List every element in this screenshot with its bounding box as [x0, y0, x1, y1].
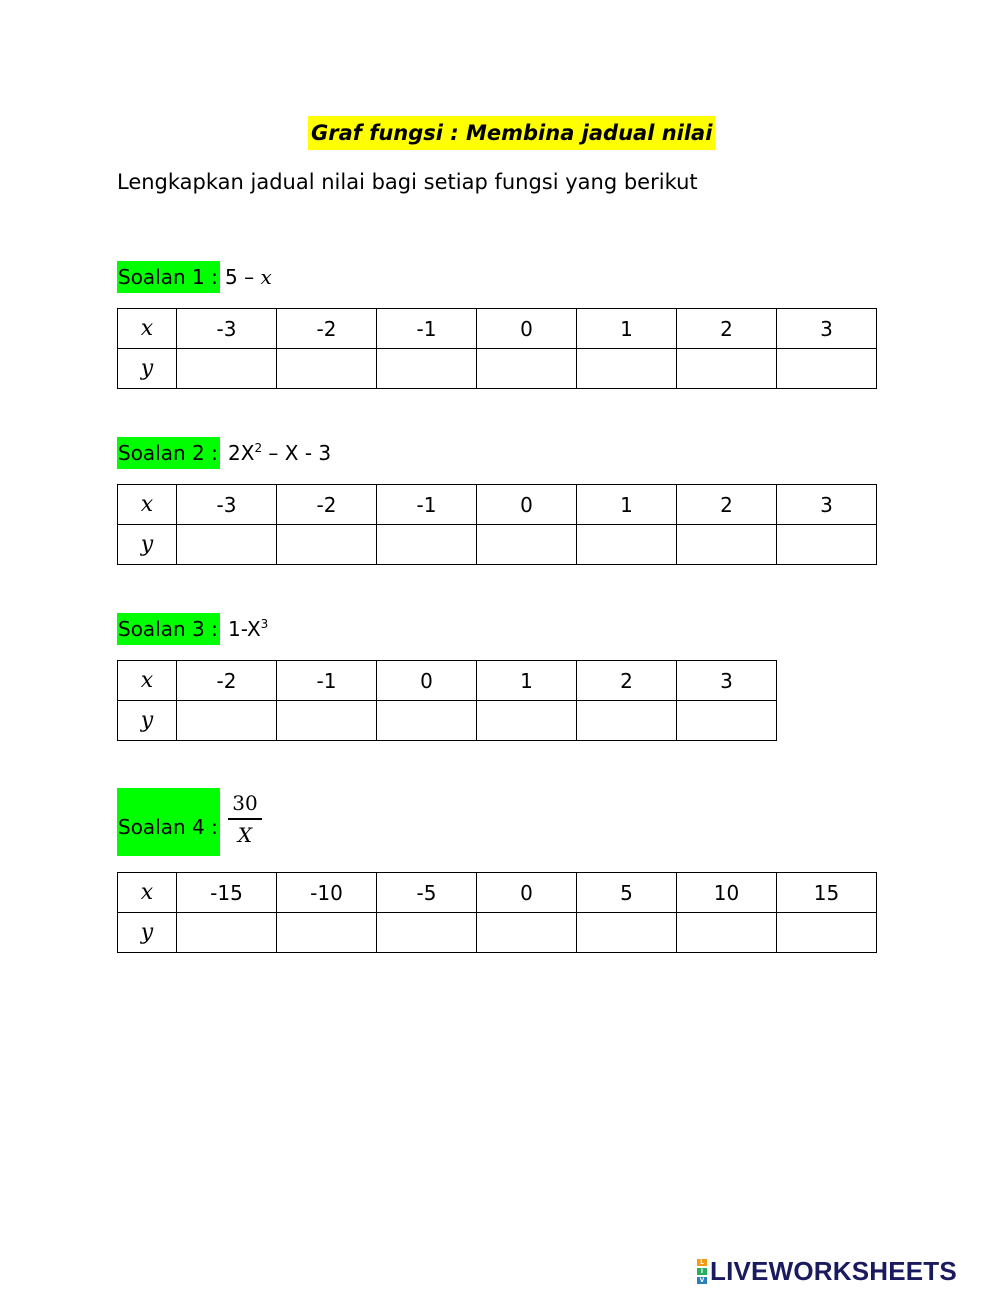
x-value: -15	[177, 873, 277, 913]
y-answer-cell[interactable]	[177, 913, 277, 953]
question-1-table	[117, 308, 877, 389]
question-2-table	[117, 484, 877, 565]
question-2-expression	[228, 437, 331, 469]
x-value: -1	[277, 661, 377, 701]
fraction-denominator: X	[237, 823, 253, 847]
page-title: Graf fungsi : Membina jadual nilai	[308, 116, 715, 150]
x-value: -2	[277, 309, 377, 349]
logo-mark-icon: L I V	[697, 1258, 707, 1285]
y-header: 𝑦	[118, 349, 177, 389]
question-2-label: Soalan 2 :	[117, 437, 220, 469]
x-value: -2	[177, 661, 277, 701]
y-answer-cell[interactable]	[277, 701, 377, 741]
question-1-expression-var: 𝑥	[260, 265, 272, 289]
question-4-table	[117, 872, 877, 953]
question-2-expression-b: – X - 3	[262, 441, 332, 465]
x-value: 1	[477, 661, 577, 701]
y-answer-cell[interactable]	[777, 349, 877, 389]
x-value: 2	[677, 485, 777, 525]
y-answer-cell[interactable]	[677, 701, 777, 741]
x-value: -2	[277, 485, 377, 525]
question-3-expression	[228, 613, 268, 645]
y-answer-cell[interactable]	[677, 349, 777, 389]
y-answer-cell[interactable]	[377, 525, 477, 565]
y-answer-cell[interactable]	[377, 701, 477, 741]
x-header: 𝑥	[118, 873, 177, 913]
y-answer-cell[interactable]	[277, 349, 377, 389]
y-answer-cell[interactable]	[377, 349, 477, 389]
question-3-table	[117, 660, 777, 741]
y-answer-cell[interactable]	[477, 525, 577, 565]
y-answer-cell[interactable]	[477, 913, 577, 953]
x-value: 1	[577, 485, 677, 525]
x-value: 0	[477, 309, 577, 349]
instruction-text: Lengkapkan jadual nilai bagi setiap fungsi yang berikut	[117, 170, 698, 194]
y-answer-cell[interactable]	[577, 349, 677, 389]
y-answer-cell[interactable]	[577, 525, 677, 565]
x-value: 2	[677, 309, 777, 349]
question-3-exponent: 3	[260, 617, 269, 631]
y-header: 𝑦	[118, 701, 177, 741]
y-answer-cell[interactable]	[277, 913, 377, 953]
y-answer-cell[interactable]	[777, 525, 877, 565]
y-answer-cell[interactable]	[477, 701, 577, 741]
logo-wordmark: LIVEWORKSHEETS	[710, 1255, 957, 1286]
y-answer-cell[interactable]	[577, 701, 677, 741]
x-value: -5	[377, 873, 477, 913]
x-value: -10	[277, 873, 377, 913]
x-value: 3	[677, 661, 777, 701]
x-header: 𝑥	[118, 485, 177, 525]
y-header: 𝑦	[118, 913, 177, 953]
x-value: 5	[577, 873, 677, 913]
question-2-expression-a: 2X	[228, 441, 255, 465]
x-row	[118, 661, 777, 701]
y-row	[118, 913, 877, 953]
x-value: 0	[477, 873, 577, 913]
y-answer-cell[interactable]	[777, 913, 877, 953]
x-value: 3	[777, 485, 877, 525]
y-answer-cell[interactable]	[177, 349, 277, 389]
y-row	[118, 525, 877, 565]
x-value: 0	[377, 661, 477, 701]
x-value: -3	[177, 309, 277, 349]
x-row	[118, 485, 877, 525]
x-value: -1	[377, 309, 477, 349]
question-1-label: Soalan 1 :	[117, 261, 220, 293]
y-answer-cell[interactable]	[477, 349, 577, 389]
question-1-expression-main: 5 –	[225, 265, 261, 289]
question-2-exponent: 2	[254, 441, 263, 455]
x-value: -1	[377, 485, 477, 525]
y-header: 𝑦	[118, 525, 177, 565]
y-row	[118, 349, 877, 389]
x-value: 2	[577, 661, 677, 701]
question-3-expression-a: 1-X	[228, 617, 261, 641]
x-value: 0	[477, 485, 577, 525]
y-answer-cell[interactable]	[577, 913, 677, 953]
y-answer-cell[interactable]	[177, 525, 277, 565]
y-answer-cell[interactable]	[277, 525, 377, 565]
x-value: 1	[577, 309, 677, 349]
x-value: 15	[777, 873, 877, 913]
x-header: 𝑥	[118, 309, 177, 349]
y-answer-cell[interactable]	[377, 913, 477, 953]
x-value: 10	[677, 873, 777, 913]
y-answer-cell[interactable]	[177, 701, 277, 741]
question-4-fraction	[228, 788, 262, 850]
question-3-label: Soalan 3 :	[117, 613, 220, 645]
fraction-numerator: 30	[228, 788, 262, 820]
y-answer-cell[interactable]	[677, 913, 777, 953]
x-row	[118, 873, 877, 913]
liveworksheets-logo[interactable]	[697, 1256, 957, 1286]
x-header: 𝑥	[118, 661, 177, 701]
question-1-expression	[225, 261, 272, 293]
question-4-label: Soalan 4 :	[117, 788, 220, 856]
y-row	[118, 701, 777, 741]
y-answer-cell[interactable]	[677, 525, 777, 565]
x-value: 3	[777, 309, 877, 349]
x-value: -3	[177, 485, 277, 525]
x-row	[118, 309, 877, 349]
